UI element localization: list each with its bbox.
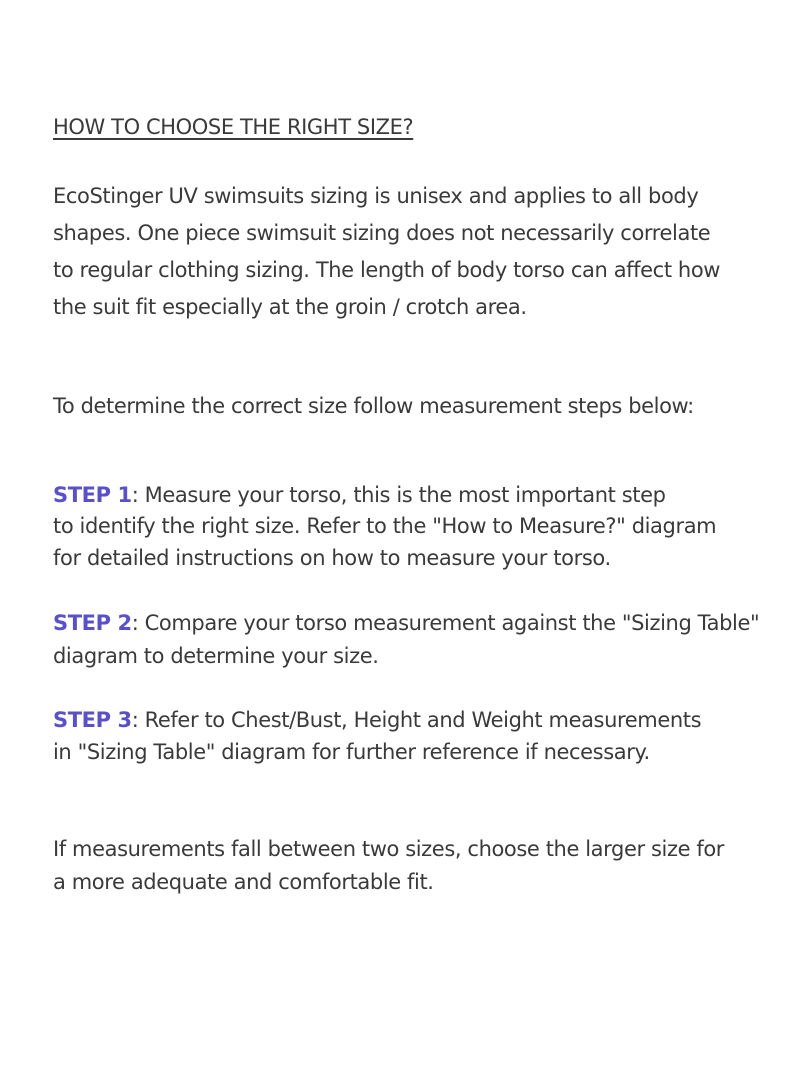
step-2-first-line — [53, 608, 759, 638]
step-2-line: diagram to determine your size. — [53, 644, 379, 668]
intro-line: the suit fit especially at the groin / crotch area. — [53, 295, 527, 319]
intro-line: to regular clothing sizing. The length of body torso can affect how — [53, 258, 721, 282]
step-2-label: STEP 2 — [53, 611, 132, 635]
step-3-label: STEP 3 — [53, 708, 132, 732]
step-1-text: : Measure your torso, this is the most important step — [131, 483, 666, 507]
closing-line: If measurements fall between two sizes, choose the larger size for — [53, 837, 725, 861]
step-3-line: in "Sizing Table" diagram for further reference if necessary. — [53, 740, 650, 764]
step-1-first-line — [53, 480, 666, 510]
determine-instruction: To determine the correct size follow measurement steps below: — [53, 394, 694, 418]
page-title: HOW TO CHOOSE THE RIGHT SIZE? — [53, 115, 414, 139]
closing-line: a more adequate and comfortable fit. — [53, 870, 434, 894]
step-3-first-line — [53, 705, 701, 735]
step-1-line: to identify the right size. Refer to the "How to Measure?" diagram — [53, 514, 717, 538]
step-1-label: STEP 1 — [53, 483, 132, 507]
intro-line: EcoStinger UV swimsuits sizing is unisex and applies to all body — [53, 184, 699, 208]
step-1-line: for detailed instructions on how to measure your torso. — [53, 546, 611, 570]
step-3-text: : Refer to Chest/Bust, Height and Weight measurements — [131, 708, 702, 732]
intro-line: shapes. One piece swimsuit sizing does not necessarily correlate — [53, 221, 711, 245]
step-2-text: : Compare your torso measurement against the "Sizing Table" — [131, 611, 760, 635]
